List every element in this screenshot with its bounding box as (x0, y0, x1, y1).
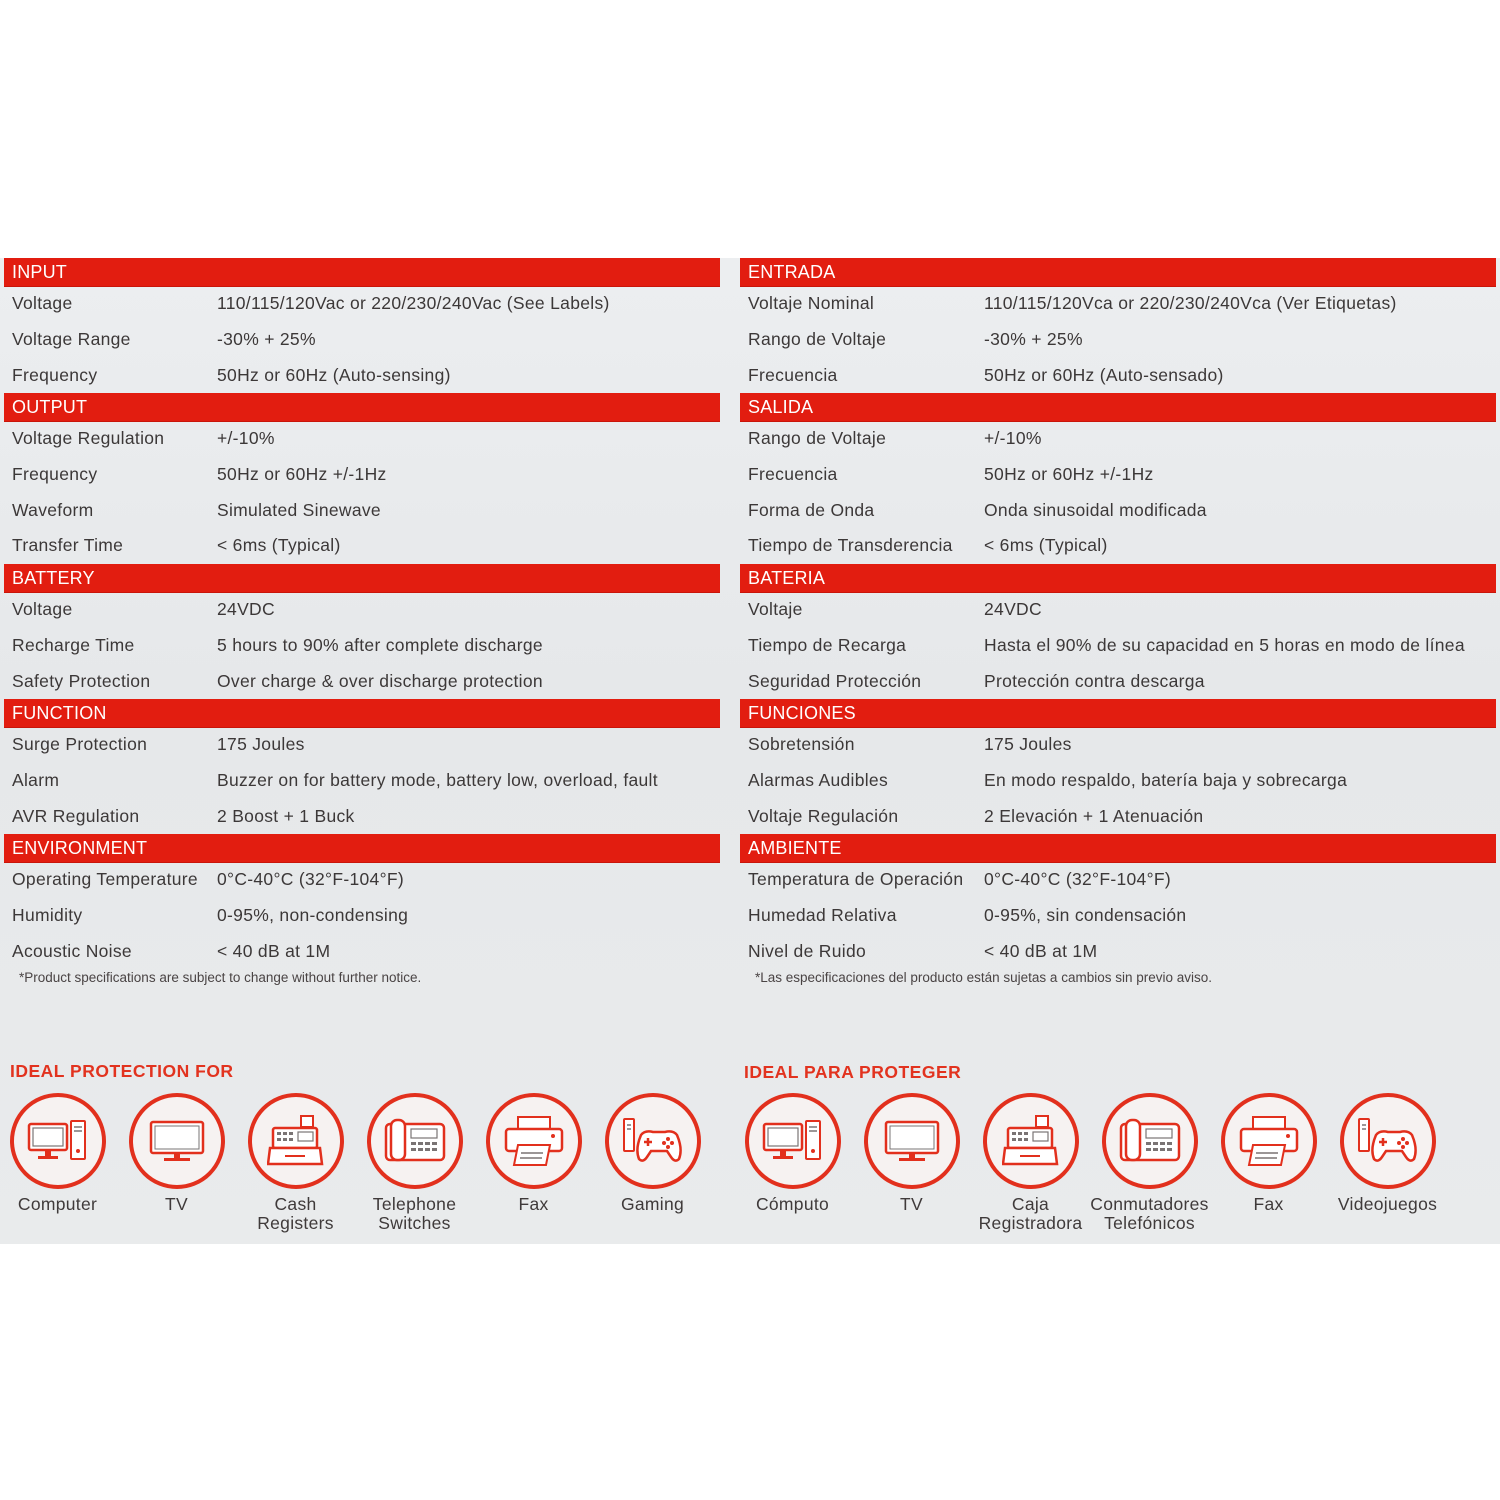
spec-label: Voltaje (748, 599, 803, 620)
spec-value: Protección contra descarga (984, 670, 1205, 691)
spec-label: Seguridad Protección (748, 670, 922, 691)
ideal-item-label: Fax (1253, 1194, 1284, 1214)
ideal-protection-title-es: IDEAL PARA PROTEGER (744, 1062, 962, 1082)
section-header-entrada: ENTRADA (740, 258, 1496, 286)
computer-icon (10, 1093, 106, 1189)
ideal-item-label: Cash Registers (257, 1194, 334, 1233)
ideal-item (971, 1093, 1090, 1233)
spanish-icon-row (733, 1093, 1447, 1233)
english-column (4, 258, 720, 990)
spec-label: Frequency (12, 464, 98, 485)
ideal-item (733, 1093, 852, 1233)
spec-label: Forma de Onda (748, 499, 875, 520)
spec-label: Frecuencia (748, 364, 838, 385)
spec-label: Transfer Time (12, 535, 124, 556)
spec-value: 50Hz or 60Hz +/-1Hz (984, 464, 1154, 485)
spec-label: Safety Protection (12, 670, 151, 691)
spec-value: -30% + 25% (217, 329, 316, 350)
spec-label: Voltage (12, 599, 73, 620)
spec-row (4, 763, 720, 799)
spec-value: 5 hours to 90% after complete discharge (217, 634, 543, 655)
spec-label: Tiempo de Transderencia (748, 535, 953, 556)
section-header-bateria: BATERIA (740, 564, 1496, 592)
spec-value: 50Hz or 60Hz +/-1Hz (217, 464, 387, 485)
footnote: *Las especificaciones del producto están sujetas a cambios sin previo aviso. (755, 970, 1213, 985)
spec-value: 0-95%, sin condensación (984, 904, 1187, 925)
spec-label: Recharge Time (12, 634, 135, 655)
spec-row (4, 421, 720, 457)
spec-label: Acoustic Noise (12, 940, 132, 961)
spec-value: 24VDC (217, 599, 275, 620)
ideal-item (1090, 1093, 1209, 1233)
section-header-ambiente: AMBIENTE (740, 834, 1496, 862)
ideal-item-label: Cómputo (755, 1194, 830, 1214)
spec-value: En modo respaldo, batería baja y sobrecarga (984, 769, 1348, 790)
spec-label: Nivel de Ruido (748, 940, 867, 961)
telephone-switch-icon (367, 1093, 463, 1189)
spec-label: Humedad Relativa (748, 904, 897, 925)
spec-row (740, 528, 1496, 564)
ideal-item (1328, 1093, 1447, 1233)
fax-icon (486, 1093, 582, 1189)
spec-label: Sobretensión (748, 734, 855, 755)
english-icon-row (0, 1093, 712, 1233)
ideal-item-label: Videojuegos (1337, 1194, 1438, 1214)
ideal-item-label: TV (165, 1194, 188, 1214)
ideal-item-label: Computer (17, 1194, 98, 1214)
spec-label: Frecuencia (748, 464, 838, 485)
spec-label: Alarm (12, 769, 60, 790)
spec-value: 0-95%, non-condensing (217, 904, 409, 925)
computer-icon (745, 1093, 841, 1189)
spec-value: 0°C-40°C (32°F-104°F) (217, 869, 404, 890)
ideal-item (1209, 1093, 1328, 1233)
spec-label: AVR Regulation (12, 805, 140, 826)
spec-value: < 6ms (Typical) (984, 535, 1108, 556)
spec-row (4, 528, 720, 564)
spec-label: Rango de Voltaje (748, 329, 887, 350)
spec-label: Humidity (12, 904, 83, 925)
ideal-item-label: Fax (518, 1194, 549, 1214)
spec-row (740, 798, 1496, 834)
spec-label: Operating Temperature (12, 869, 198, 890)
spec-row (740, 492, 1496, 528)
ideal-item-label: Caja Registradora (978, 1194, 1083, 1233)
spec-value: < 6ms (Typical) (217, 535, 341, 556)
spec-row (4, 663, 720, 699)
spec-row (740, 286, 1496, 322)
spec-value: Onda sinusoidal modificada (984, 499, 1207, 520)
section-header-output: OUTPUT (4, 393, 720, 421)
spec-value: < 40 dB at 1M (217, 940, 331, 961)
spec-row (740, 457, 1496, 493)
spec-value: 110/115/120Vca or 220/230/240Vca (Ver Etiquetas) (984, 293, 1397, 314)
ideal-protection-title: IDEAL PROTECTION FOR (10, 1061, 234, 1081)
spec-row (4, 457, 720, 493)
spec-row (4, 357, 720, 393)
spec-label: Waveform (12, 499, 94, 520)
spec-value: Simulated Sinewave (217, 499, 381, 520)
spec-value: < 40 dB at 1M (984, 940, 1098, 961)
spec-value: 50Hz or 60Hz (Auto-sensing) (217, 364, 451, 385)
spec-row (4, 492, 720, 528)
section-header-funciones: FUNCIONES (740, 699, 1496, 727)
section-header-function: FUNCTION (4, 699, 720, 727)
spec-sheet-panel (0, 258, 1500, 1244)
spanish-column (740, 258, 1496, 990)
gaming-icon (1340, 1093, 1436, 1189)
section-header-salida: SALIDA (740, 393, 1496, 421)
tv-icon (864, 1093, 960, 1189)
spec-value: Buzzer on for battery mode, battery low, overload, fault (217, 769, 658, 790)
spec-row (4, 628, 720, 664)
spec-row (4, 798, 720, 834)
spec-label: Voltage (12, 293, 73, 314)
spec-label: Surge Protection (12, 734, 148, 755)
spec-value: Hasta el 90% de su capacidad en 5 horas en modo de línea (984, 634, 1465, 655)
spec-value: 175 Joules (217, 734, 305, 755)
spec-label: Voltaje Regulación (748, 805, 899, 826)
spec-label: Temperatura de Operación (748, 869, 964, 890)
ideal-item (236, 1093, 355, 1233)
ideal-item (474, 1093, 593, 1233)
spec-row (4, 933, 720, 969)
ideal-item-label: TV (900, 1194, 923, 1214)
ideal-item (117, 1093, 236, 1233)
spec-label: Voltage Regulation (12, 428, 165, 449)
cash-register-icon (983, 1093, 1079, 1189)
ideal-item (593, 1093, 712, 1233)
spec-row (4, 286, 720, 322)
spec-value: Over charge & over discharge protection (217, 670, 543, 691)
spec-value: 0°C-40°C (32°F-104°F) (984, 869, 1171, 890)
ideal-item (355, 1093, 474, 1233)
footnote: *Product specifications are subject to change without further notice. (19, 970, 422, 985)
spec-label: Tiempo de Recarga (748, 634, 907, 655)
ideal-item (0, 1093, 117, 1233)
spec-label: Frequency (12, 364, 98, 385)
cash-register-icon (248, 1093, 344, 1189)
spec-row (4, 592, 720, 628)
ideal-item-label: Gaming (620, 1194, 685, 1214)
spec-value: 175 Joules (984, 734, 1072, 755)
spec-value: 24VDC (984, 599, 1042, 620)
spec-value: 110/115/120Vac or 220/230/240Vac (See Labels) (217, 293, 610, 314)
fax-icon (1221, 1093, 1317, 1189)
spec-row (740, 357, 1496, 393)
spec-row (4, 727, 720, 763)
spec-row (740, 663, 1496, 699)
ideal-item (852, 1093, 971, 1233)
spec-row (740, 763, 1496, 799)
tv-icon (129, 1093, 225, 1189)
gaming-icon (605, 1093, 701, 1189)
spec-value: +/-10% (217, 428, 275, 449)
spec-value: 2 Elevación + 1 Atenuación (984, 805, 1204, 826)
spec-row (4, 322, 720, 358)
section-header-battery: BATTERY (4, 564, 720, 592)
spec-value: 2 Boost + 1 Buck (217, 805, 355, 826)
spec-row (4, 862, 720, 898)
section-header-input: INPUT (4, 258, 720, 286)
spec-value: 50Hz or 60Hz (Auto-sensado) (984, 364, 1224, 385)
spec-row (4, 898, 720, 934)
spec-row (740, 322, 1496, 358)
spec-value: +/-10% (984, 428, 1042, 449)
spec-row (740, 421, 1496, 457)
spec-row (740, 933, 1496, 969)
spec-label: Voltaje Nominal (748, 293, 875, 314)
ideal-item-label: Telephone Switches (372, 1194, 457, 1233)
spec-label: Rango de Voltaje (748, 428, 887, 449)
spec-label: Alarmas Audibles (748, 769, 889, 790)
spec-value: -30% + 25% (984, 329, 1083, 350)
section-header-environment: ENVIRONMENT (4, 834, 720, 862)
spec-label: Voltage Range (12, 329, 131, 350)
spec-row (740, 628, 1496, 664)
spec-row (740, 898, 1496, 934)
ideal-item-label: Conmutadores Telefónicos (1090, 1194, 1209, 1233)
telephone-switch-icon (1102, 1093, 1198, 1189)
spec-row (740, 862, 1496, 898)
spec-row (740, 727, 1496, 763)
spec-row (740, 592, 1496, 628)
